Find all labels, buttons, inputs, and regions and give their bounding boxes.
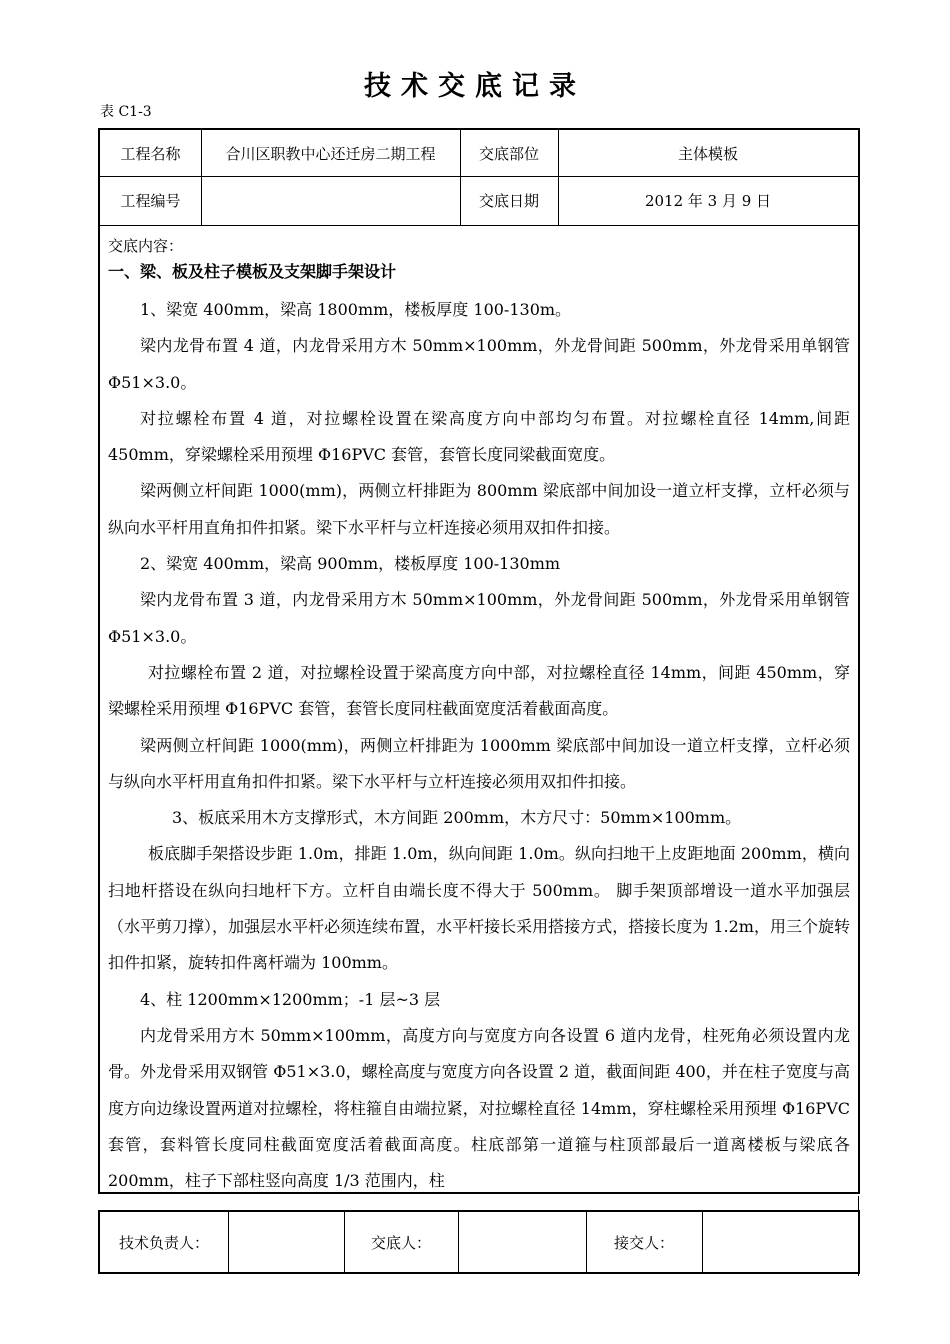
paragraph: 4、柱 1200mm×1200mm；-1 层~3 层 <box>140 989 441 1009</box>
paragraph: 2、梁宽 400mm，梁高 900mm，楼板厚度 100-130mm <box>140 554 561 574</box>
discloser-label: 交底人： <box>370 1233 431 1252</box>
position-value: 主体模板 <box>677 144 738 163</box>
section-heading: 一、梁、板及柱子模板及支架脚手架设计 <box>108 262 397 281</box>
paragraph: 内龙骨采用方木 50mm×100mm，高度方向与宽度方向各设置 6 道内龙骨，柱死角必须设置内龙骨。外龙骨采用双钢管 Φ51×3.0，螺栓高度与宽度方向各设置 2 道，截面间距 400，并在柱子宽度与高度方向边缘设置两道对拉螺栓，将柱箍自由端拉紧，对拉螺栓直径 14mm，穿柱螺栓采用预埋 Φ16PVC 套管，套料管长度同柱截面宽度活着截面高度。柱底部第一道箍与柱顶部最后一道离楼板与梁底各 200mm，柱子下部柱竖向高度 1/3 范围内，柱 <box>108 1025 850 1191</box>
project-number-value <box>201 176 460 225</box>
paragraph: 对拉螺栓布置 2 道，对拉螺栓设置于梁高度方向中部，对拉螺栓直径 14mm，间距 450mm，穿梁螺栓采用预埋 Φ16PVC 套管，套管长度同柱截面宽度活着截面高度。 <box>108 662 850 719</box>
row-divider <box>100 225 858 226</box>
discloser-signature <box>458 1212 586 1272</box>
date-value: 2012 年 3 月 9 日 <box>644 192 772 210</box>
paragraph: 1、梁宽 400mm，梁高 1800mm，楼板厚度 100-130m。 <box>140 300 572 319</box>
page-edge-marker <box>858 1196 859 1276</box>
paragraph: 梁内龙骨布置 3 道，内龙骨采用方木 50mm×100mm，外龙骨间距 500mm，外龙骨采用单钢管 Φ51×3.0。 <box>108 590 850 646</box>
project-number-label: 工程编号 <box>120 192 181 210</box>
receiver-signature <box>702 1212 858 1272</box>
paragraph: 梁内龙骨布置 4 道，内龙骨采用方木 50mm×100mm，外龙骨间距 500mm，外龙骨采用单钢管 Φ51×3.0。 <box>108 336 850 392</box>
tech-lead-signature <box>228 1212 344 1272</box>
form-number: 表 C1-3 <box>100 104 152 120</box>
project-name-value: 合川区职教中心还迁房二期工程 <box>225 144 436 163</box>
receiver-label: 接交人： <box>613 1233 674 1252</box>
paragraph: 梁两侧立杆间距 1000(mm)，两侧立杆排距为 1000mm 梁底部中间加设一道立杆支撑，立杆必须与纵向水平杆用直角扣件扣紧。梁下水平杆与立杆连接必须用双扣件扣接。 <box>108 735 850 791</box>
position-label: 交底部位 <box>478 144 539 163</box>
paragraph: 对拉螺栓布置 4 道，对拉螺栓设置在梁高度方向中部均匀布置。对拉螺栓直径 14mm,间距 450mm，穿梁螺栓采用预埋 Φ16PVC 套管，套管长度同梁截面宽度。 <box>108 408 850 465</box>
paragraph: 梁两侧立杆间距 1000(mm)，两侧立杆排距为 800mm 梁底部中间加设一道立杆支撑，立杆必须与纵向水平杆用直角扣件扣紧。梁下水平杆与立杆连接必须用双扣件扣接。 <box>108 481 850 537</box>
project-name-label: 工程名称 <box>120 144 181 163</box>
document-title: 技术交底记录 <box>364 71 586 102</box>
disclosure-table <box>98 128 860 1194</box>
paragraph: 板底脚手架搭设步距 1.0m，排距 1.0m，纵向间距 1.0m。纵向扫地干上皮距地面 200mm，横向扫地杆搭设在纵向扫地杆下方。立杆自由端长度不得大于 500mm。 脚手架顶部增设一道水平加强层（水平剪刀撑），加强层水平杆必须连续布置，水平杆接长采用搭接方式，搭接长度为 1.2m，用三个旋转扣件扣紧，旋转扣件离杆端为 100mm。 <box>108 844 850 973</box>
signature-table <box>98 1210 860 1274</box>
disclosure-content <box>108 234 850 1192</box>
tech-lead-label: 技术负责人： <box>118 1233 209 1252</box>
content-label: 交底内容： <box>108 237 184 255</box>
date-label: 交底日期 <box>478 192 539 210</box>
paragraph: 3、板底采用木方支撑形式，木方间距 200mm，木方尺寸：50mm×100mm。 <box>172 808 742 828</box>
